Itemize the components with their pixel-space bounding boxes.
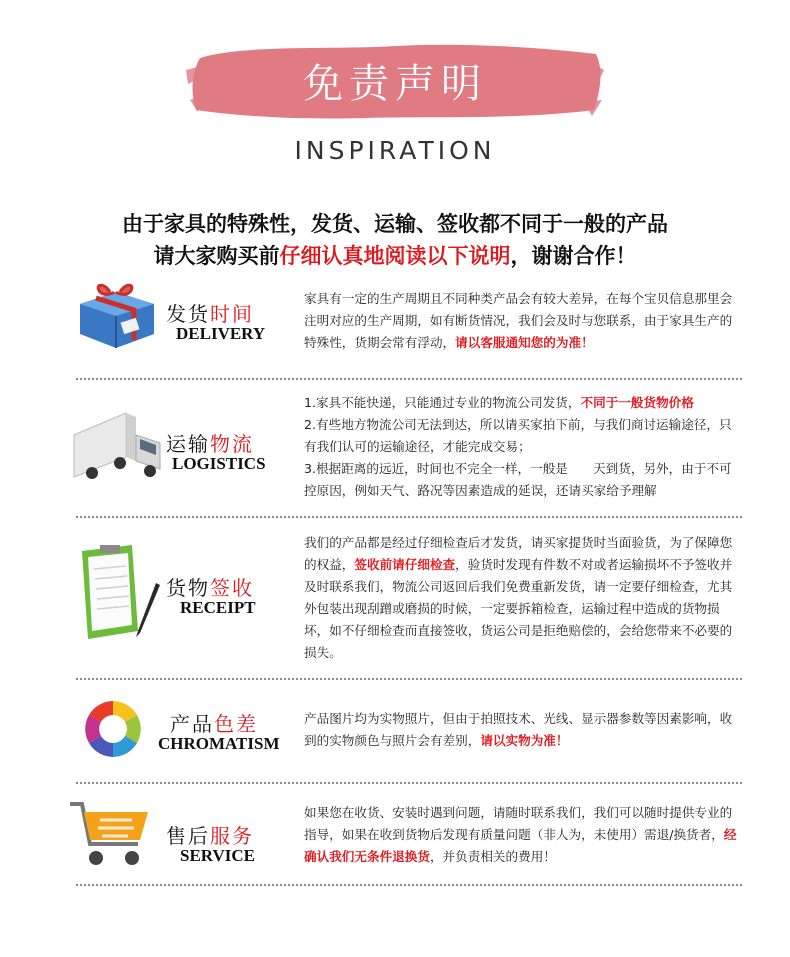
- section-en-receipt: RECEIPT: [180, 598, 256, 617]
- intro-line-1: 由于家具的特殊性，发货、运输、签收都不同于一般的产品: [122, 212, 668, 236]
- section-title-service: 售后服务: [166, 824, 254, 848]
- section-title-chromatism: 产品色差: [170, 712, 258, 736]
- intro-line-2: [0, 240, 790, 270]
- page-title: 免责声明: [303, 61, 487, 107]
- page-subtitle: INSPIRATION: [294, 136, 496, 165]
- section-en-delivery: DELIVERY: [176, 324, 266, 343]
- section-body-service: 如果您在收货、安装时遇到问题，请随时联系我们，我们可以随时提供专业的指导，如果在收到货物后发现有质量问题（非人为，未使用）需退/换货者，经确认我们无条件退换货，并负责相关的费用！: [304, 805, 737, 864]
- dotted-divider: [76, 378, 742, 380]
- section-body-delivery: 家具有一定的生产周期且不同种类产品会有较大差异，在每个宝贝信息那里会注明对应的生产周期，如有断货情况，我们会及时与您联系，由于家具生产的特殊性，货期会常有浮动，请以客服通知您的为准！: [304, 291, 733, 350]
- intro-suffix: ，谢谢合作！: [510, 244, 637, 268]
- section-en-logistics: LOGISTICS: [172, 454, 266, 473]
- section-en-service: SERVICE: [180, 846, 255, 865]
- intro-highlight: 仔细认真地阅读以下说明: [279, 244, 511, 268]
- section-title-delivery: 发货时间: [166, 302, 254, 326]
- title-banner: [186, 40, 604, 122]
- truck-icon: [70, 405, 166, 489]
- dotted-divider: [76, 884, 742, 886]
- dotted-divider: [76, 678, 742, 680]
- dotted-divider: [76, 516, 742, 518]
- section-title-receipt: 货物签收: [166, 576, 254, 600]
- section-body-receipt: 我们的产品都是经过仔细检查后才发货，请买家提货时当面验货，为了保障您的权益，签收前请仔细检查，验货时发现有件数不对或者运输损坏不予签收并及时联系我们，物流公司返回后我们免费重新发货，请一定要仔细检查，尤其外包装出现刮蹭或磨损的时候，一定要拆箱检查，运输过程中造成的货物损坏，如不仔细检查而直接签收，货运公司是拒绝赔偿的，会给您带来不必要的损失。: [304, 535, 733, 660]
- clipboard-pen-icon: [76, 545, 166, 649]
- section-title-logistics: 运输物流: [166, 432, 254, 456]
- gift-box-icon: [74, 282, 160, 358]
- section-body-logistics: 1.家具不能快递，只能通过专业的物流公司发货，不同于一般货物价格 2.有些地方物流公司无法到达，所以请买家拍下前，与我们商讨运输途径，只有我们认可的运输途径，才能完成交易； 3.根据距离的远近，时间也不完全一样，一般是 天到货，另外，由于不可控原因，例如天气、路况等因素造成的延误，还请买家给予理解: [304, 395, 732, 498]
- shopping-cart-icon: [68, 798, 154, 876]
- intro-prefix: 请大家购买前: [153, 244, 280, 268]
- section-en-chromatism: CHROMATISM: [158, 734, 280, 753]
- dotted-divider: [76, 782, 742, 784]
- section-body-chromatism: 产品图片均为实物照片，但由于拍照技术、光线、显示器参数等因素影响，收到的实物颜色与照片会有差别，请以实物为准！: [304, 711, 733, 748]
- color-wheel-icon: [70, 698, 156, 764]
